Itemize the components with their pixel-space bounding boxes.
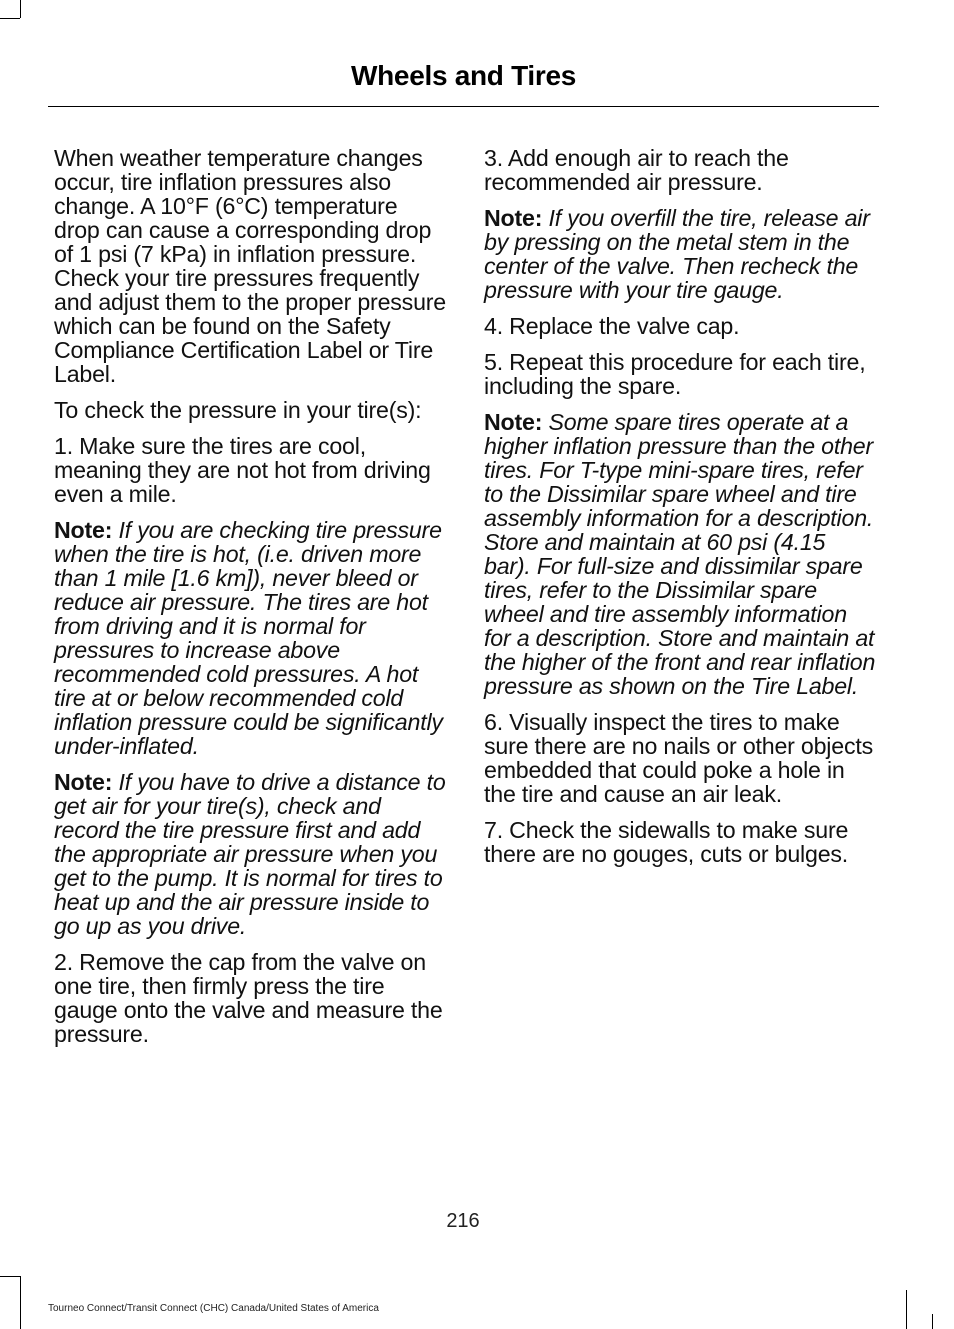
- step-1: 1. Make sure the tires are cool, meaning they are not hot from driving even a mile.: [54, 433, 431, 507]
- page-number: 216: [446, 1210, 480, 1232]
- crop-mark-top-left-v: [20, 0, 21, 18]
- note-text: If you are checking tire pressure when the tire is hot, (i.e. driven more than 1 mile [1.6 km]), never bleed or reduce air pressure. The tires are hot from driving and it is normal for pressures to increase above recommended cold pressures. A hot tire at or below recommended cold inflation pressure could be significantly under-inflated.: [54, 517, 443, 759]
- right-column: [484, 146, 876, 878]
- note-hot-tire: [54, 518, 446, 758]
- crop-mark-bottom-left-v: [20, 1276, 21, 1329]
- note-label: Note:: [484, 205, 543, 231]
- crop-mark-bottom-right-v1: [906, 1290, 907, 1329]
- note-spare-tires: [484, 410, 876, 698]
- paragraph-check-intro: To check the pressure in your tire(s):: [54, 397, 422, 423]
- note-label: Note:: [54, 769, 113, 795]
- left-column: [54, 146, 446, 1058]
- note-text: If you have to drive a distance to get air for your tire(s), check and record the tire pressure first and add the appropriate air pressure when you get to the pump. It is normal for tires to heat up and the air pressure inside to go up as you drive.: [54, 769, 446, 939]
- step-6: 6. Visually inspect the tires to make sure there are no nails or other objects embedded that could poke a hole in the tire and cause an air leak.: [484, 709, 873, 807]
- step-4: 4. Replace the valve cap.: [484, 313, 740, 339]
- step-2: 2. Remove the cap from the valve on one tire, then firmly press the tire gauge onto the valve and measure the pressure.: [54, 949, 443, 1047]
- note-text: If you overfill the tire, release air by pressing on the metal stem in the center of the valve. Then recheck the pressure with your tire gauge.: [484, 205, 870, 303]
- step-5: 5. Repeat this procedure for each tire, including the spare.: [484, 349, 866, 399]
- paragraph-temperature: When weather temperature changes occur, tire inflation pressures also change. A 10°F (6°C) temperature drop can cause a corresponding drop of 1 psi (7 kPa) in inflation pressure. Check your tire pressures frequently and adjust them to the proper pressure which can be found on the Safety Compliance Certification Label or Tire Label.: [54, 145, 446, 387]
- footer-text: Tourneo Connect/Transit Connect (CHC) Canada/United States of America: [48, 1303, 379, 1314]
- note-text: Some spare tires operate at a higher inflation pressure than the other tires. For T-type mini-spare tires, refer to the Dissimilar spare wheel and tire assembly information for a description. Store and maintain at 60 psi (4.15 bar). For full-size and dissimilar spare tires, refer to the Dissimilar spare wheel and tire assembly information for a description. Store and maintain at the higher of the front and rear inflation pressure as shown on the Tire Label.: [484, 409, 876, 699]
- crop-mark-bottom-right-v2: [932, 1314, 933, 1329]
- note-drive-distance: [54, 770, 446, 938]
- crop-mark-top-left-h: [0, 18, 20, 19]
- note-label: Note:: [54, 517, 113, 543]
- step-3: 3. Add enough air to reach the recommended air pressure.: [484, 145, 789, 195]
- note-overfill: [484, 206, 876, 302]
- note-label: Note:: [484, 409, 543, 435]
- crop-mark-bottom-left-h: [0, 1276, 20, 1277]
- header-divider: [48, 106, 879, 107]
- step-7: 7. Check the sidewalls to make sure there are no gouges, cuts or bulges.: [484, 817, 849, 867]
- page-title: Wheels and Tires: [351, 60, 576, 91]
